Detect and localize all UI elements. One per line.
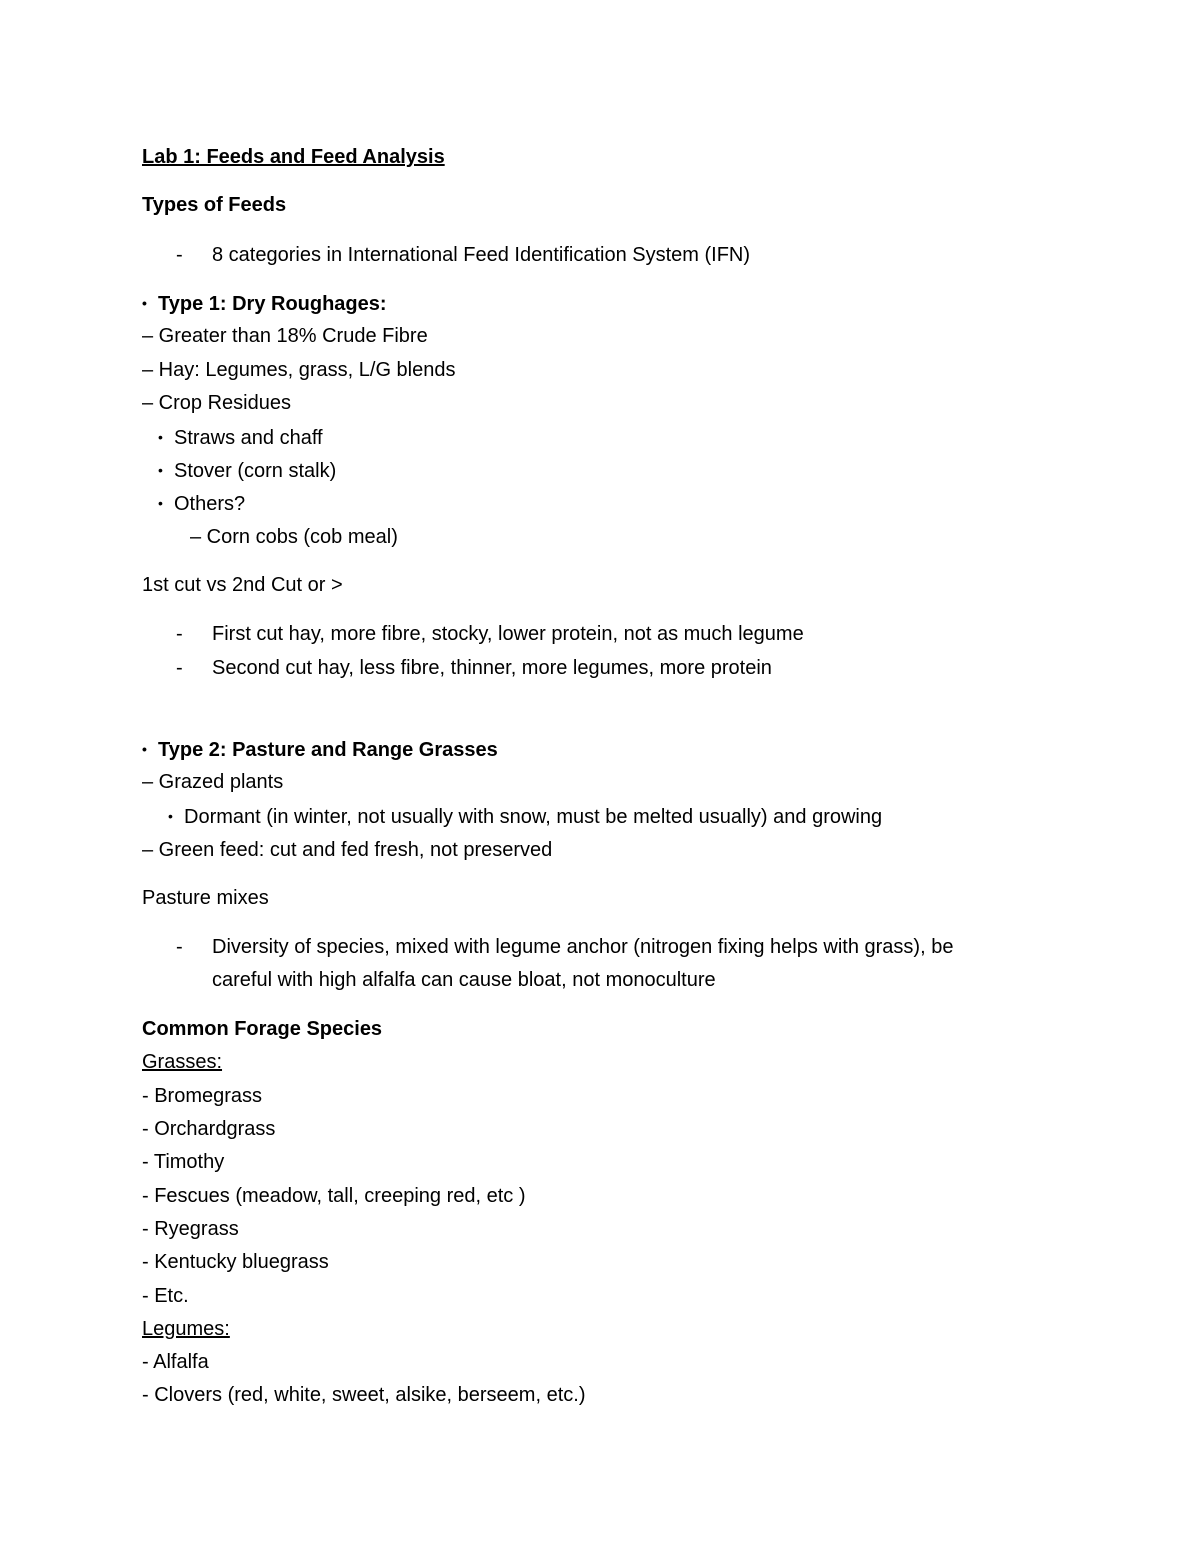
type1-line: – Hay: Legumes, grass, L/G blends — [142, 359, 456, 381]
grass-item: - Timothy — [142, 1151, 225, 1173]
bullet-icon: • — [158, 462, 163, 478]
types-heading: Types of Feeds — [142, 194, 287, 216]
type1-sub: • Stover (corn stalk) — [158, 460, 337, 482]
type1-line: – Greater than 18% Crude Fibre — [142, 325, 428, 347]
dash-marker: - — [176, 623, 183, 645]
type2-line: – Grazed plants — [142, 771, 284, 793]
dash-marker: - — [176, 936, 183, 958]
type2-sub: • Dormant (in winter, not usually with snow, must be melted usually) and growing — [168, 806, 883, 828]
type1-subsub: – Corn cobs (cob meal) — [190, 526, 398, 548]
legume-item: - Clovers (red, white, sweet, alsike, berseem, etc.) — [142, 1384, 586, 1406]
type1-line: – Crop Residues — [142, 392, 291, 414]
grasses-label: Grasses: — [142, 1051, 223, 1073]
pasture-item-line: Diversity of species, mixed with legume anchor (nitrogen fixing helps with grass), be — [212, 936, 954, 958]
dash-marker: - — [176, 244, 183, 266]
grass-item: - Ryegrass — [142, 1218, 239, 1240]
pasture-item-line: careful with high alfalfa can cause bloat, not monoculture — [212, 969, 716, 991]
bullet-icon: • — [142, 741, 147, 757]
bullet-icon: • — [142, 295, 147, 311]
type2-line: – Green feed: cut and fed fresh, not preserved — [142, 839, 553, 861]
legume-item: - Alfalfa — [142, 1351, 209, 1373]
type2-heading: • Type 2: Pasture and Range Grasses — [142, 739, 498, 761]
cuts-item: First cut hay, more fibre, stocky, lower protein, not as much legume — [212, 623, 804, 645]
pasture-heading: Pasture mixes — [142, 887, 269, 909]
legumes-label: Legumes: — [142, 1318, 230, 1340]
types-note: 8 categories in International Feed Identification System (IFN) — [212, 244, 751, 266]
doc-title: Lab 1: Feeds and Feed Analysis — [142, 146, 445, 168]
type1-heading: • Type 1: Dry Roughages: — [142, 293, 387, 315]
grass-item: - Bromegrass — [142, 1085, 263, 1107]
type1-sub: • Others? — [158, 493, 246, 515]
cuts-heading: 1st cut vs 2nd Cut or > — [142, 574, 343, 596]
bullet-icon: • — [158, 429, 163, 445]
grass-item: - Etc. — [142, 1285, 189, 1307]
bullet-icon: • — [158, 495, 163, 511]
grass-item: - Orchardgrass — [142, 1118, 276, 1140]
grass-item: - Fescues (meadow, tall, creeping red, etc ) — [142, 1185, 526, 1207]
bullet-icon: • — [168, 808, 173, 824]
dash-marker: - — [176, 657, 183, 679]
grass-item: - Kentucky bluegrass — [142, 1251, 329, 1273]
cuts-item: Second cut hay, less fibre, thinner, more legumes, more protein — [212, 657, 772, 679]
type1-sub: • Straws and chaff — [158, 427, 323, 449]
forage-heading: Common Forage Species — [142, 1018, 383, 1040]
